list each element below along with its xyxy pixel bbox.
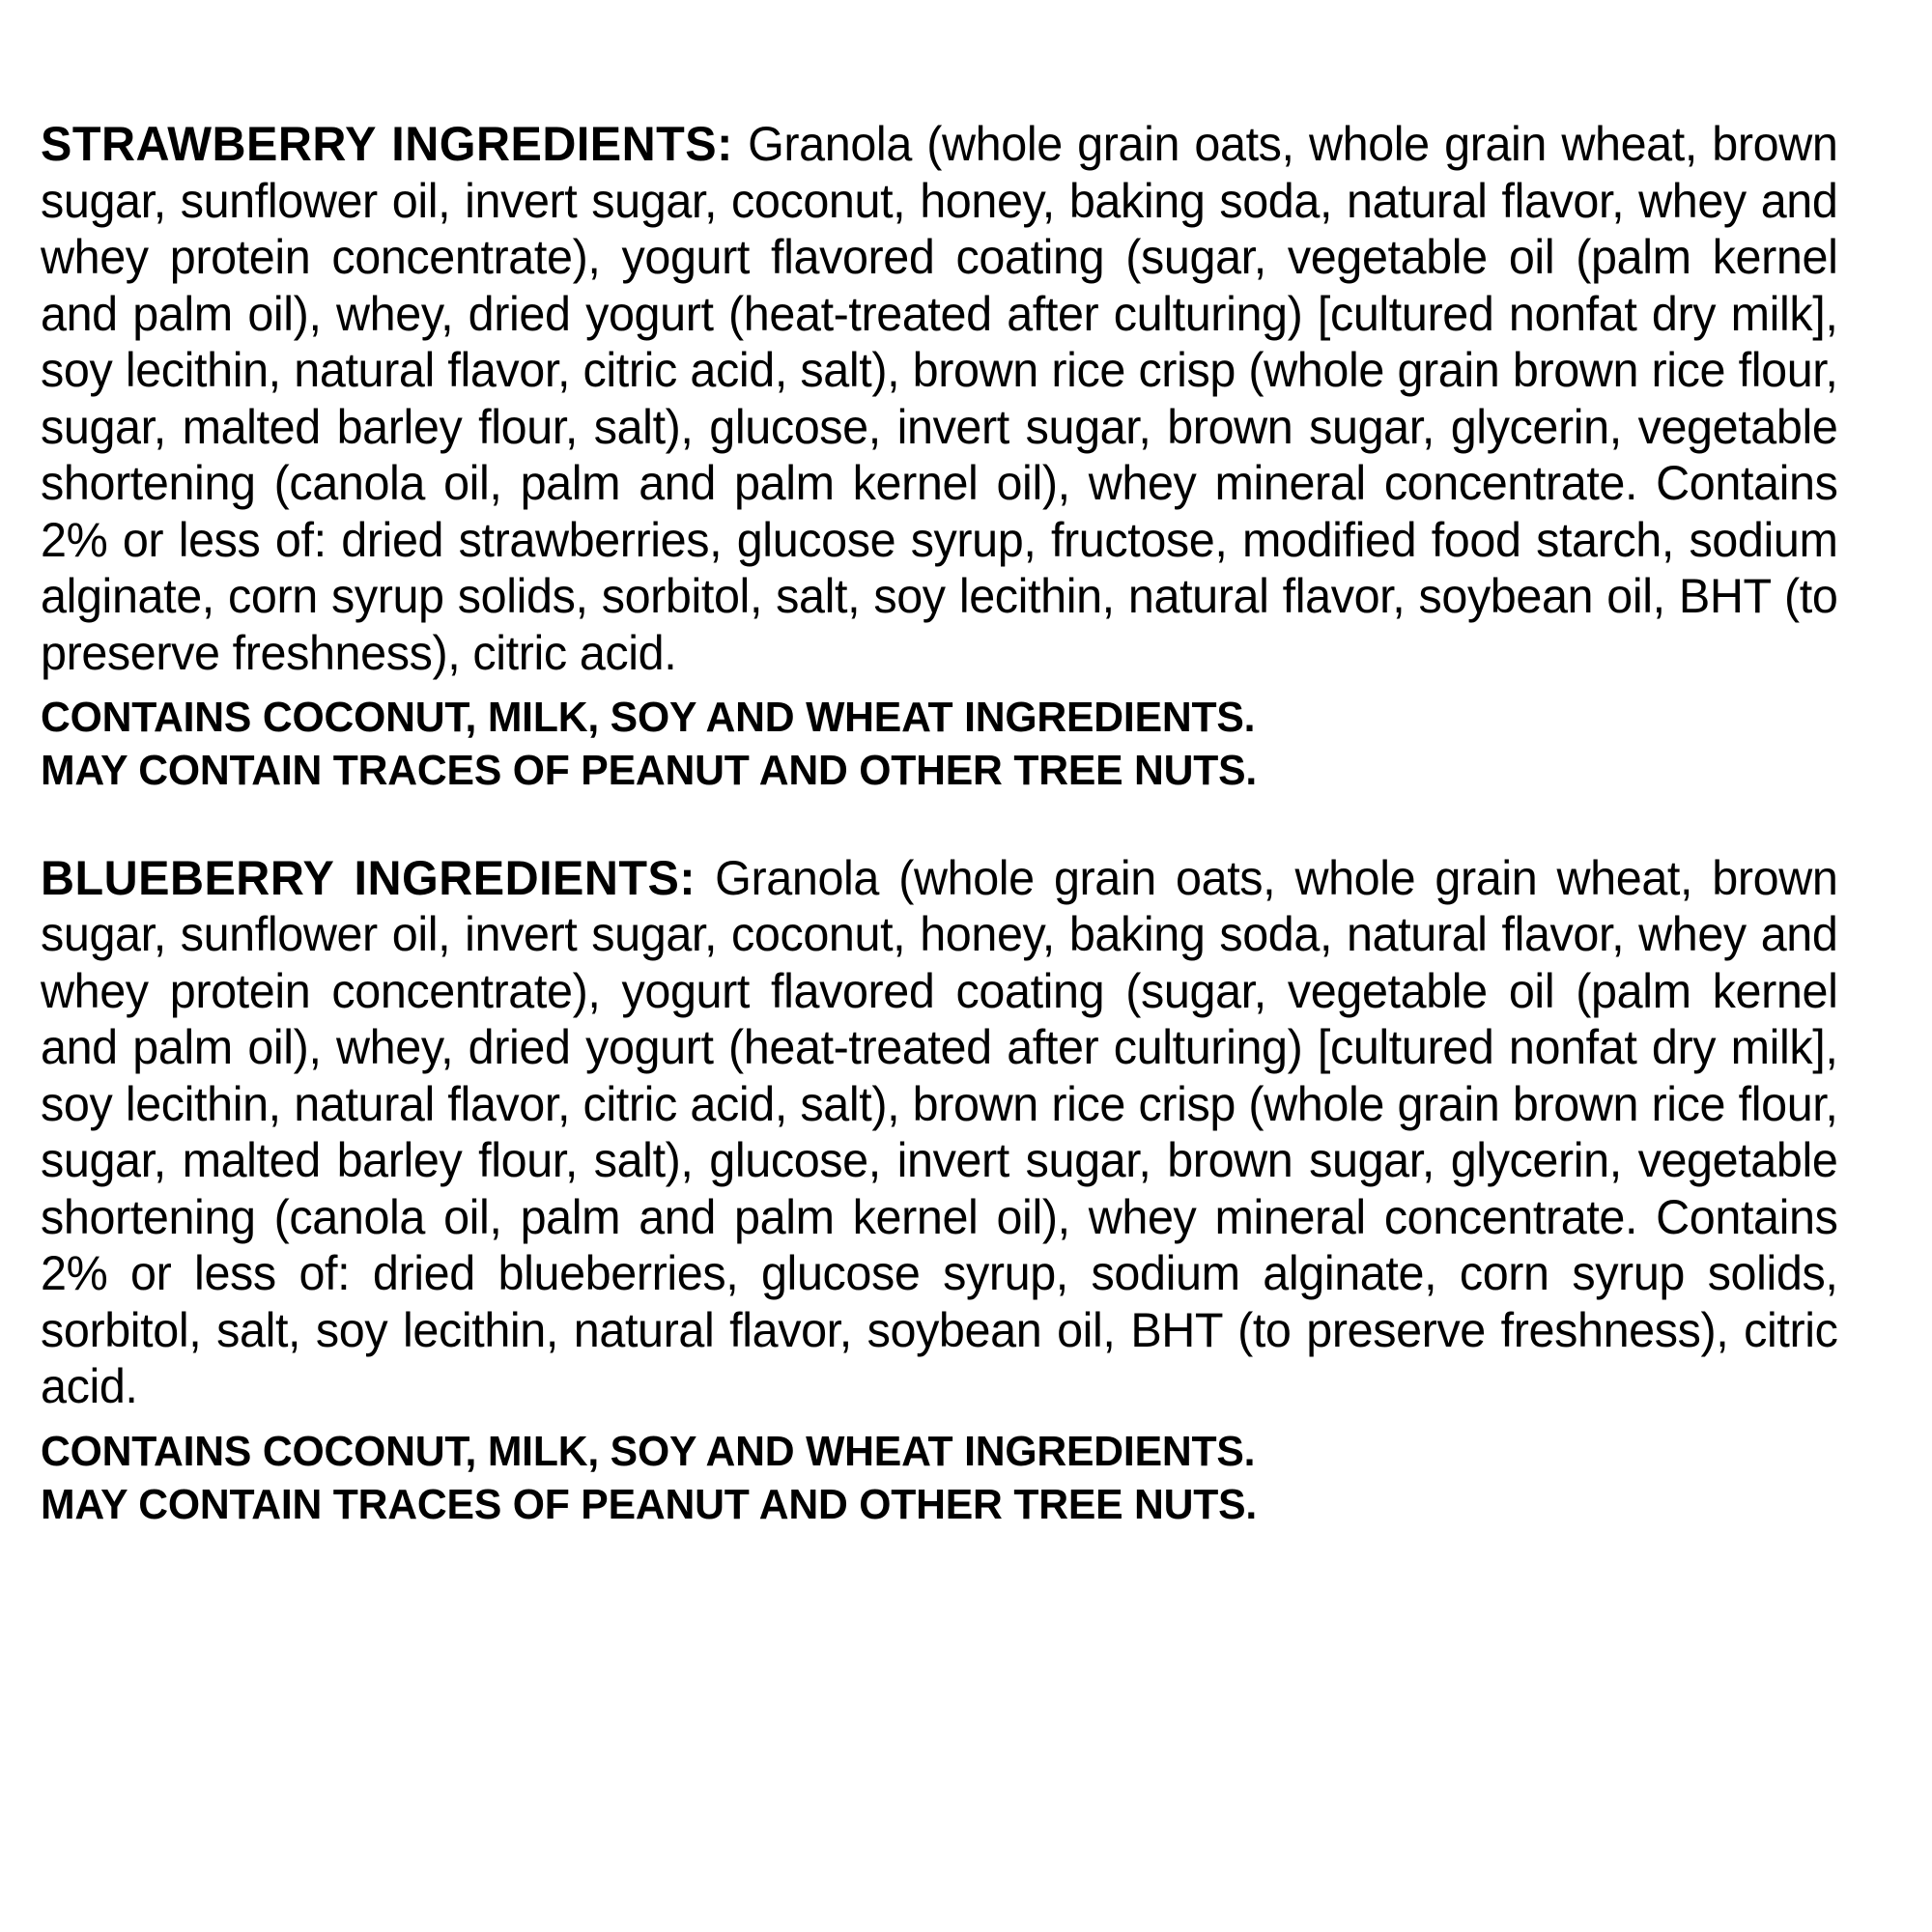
strawberry-allergen-may-contain: MAY CONTAIN TRACES OF PEANUT AND OTHER TREE NUTS. <box>41 747 1258 795</box>
blueberry-ingredients-section <box>41 850 1893 1532</box>
strawberry-ingredients-heading: STRAWBERRY INGREDIENTS: <box>41 117 733 171</box>
blueberry-ingredients-paragraph <box>41 850 1837 1415</box>
blueberry-ingredients-heading: BLUEBERRY INGREDIENTS: <box>41 850 696 905</box>
strawberry-ingredients-section <box>41 116 1893 798</box>
blueberry-allergen-block <box>41 1425 1893 1532</box>
strawberry-ingredients-paragraph <box>41 116 1837 681</box>
strawberry-allergen-contains: CONTAINS COCONUT, MILK, SOY AND WHEAT INGREDIENTS. <box>41 694 1256 741</box>
strawberry-allergen-block <box>41 691 1893 798</box>
strawberry-ingredients-body: Granola (whole grain oats, whole grain wheat, brown sugar, sunflower oil, invert sugar, coconut, honey, baking soda, natural flavor, whey and whey protein concentrate), yogurt flavored coating (sugar, vegetable oil (palm kernel and palm oil), whey, dried yogurt (heat-treated after culturing) [cultured nonfat dry milk], soy lecithin, natural flavor, citric acid, salt), brown rice crisp (whole grain brown rice flour, sugar, malted barley flour, salt), glucose, invert sugar, brown sugar, glycerin, vegetable shortening (canola oil, palm and palm kernel oil), whey mineral concentrate. Contains 2% or less of: dried strawberries, glucose syrup, fructose, modified food starch, sodium alginate, corn syrup solids, sorbitol, salt, soy lecithin, natural flavor, soybean oil, BHT (to preserve freshness), citric acid. <box>41 117 1838 680</box>
blueberry-ingredients-body: Granola (whole grain oats, whole grain wheat, brown sugar, sunflower oil, invert sugar, coconut, honey, baking soda, natural flavor, whey and whey protein concentrate), yogurt flavored coating (sugar, vegetable oil (palm kernel and palm oil), whey, dried yogurt (heat-treated after culturing) [cultured nonfat dry milk], soy lecithin, natural flavor, citric acid, salt), brown rice crisp (whole grain brown rice flour, sugar, malted barley flour, salt), glucose, invert sugar, brown sugar, glycerin, vegetable shortening (canola oil, palm and palm kernel oil), whey mineral concentrate. Contains 2% or less of: dried blueberries, glucose syrup, sodium alginate, corn syrup solids, sorbitol, salt, soy lecithin, natural flavor, soybean oil, BHT (to preserve freshness), citric acid. <box>41 850 1838 1414</box>
blueberry-allergen-may-contain: MAY CONTAIN TRACES OF PEANUT AND OTHER TREE NUTS. <box>41 1481 1258 1529</box>
blueberry-allergen-contains: CONTAINS COCONUT, MILK, SOY AND WHEAT INGREDIENTS. <box>41 1427 1256 1475</box>
